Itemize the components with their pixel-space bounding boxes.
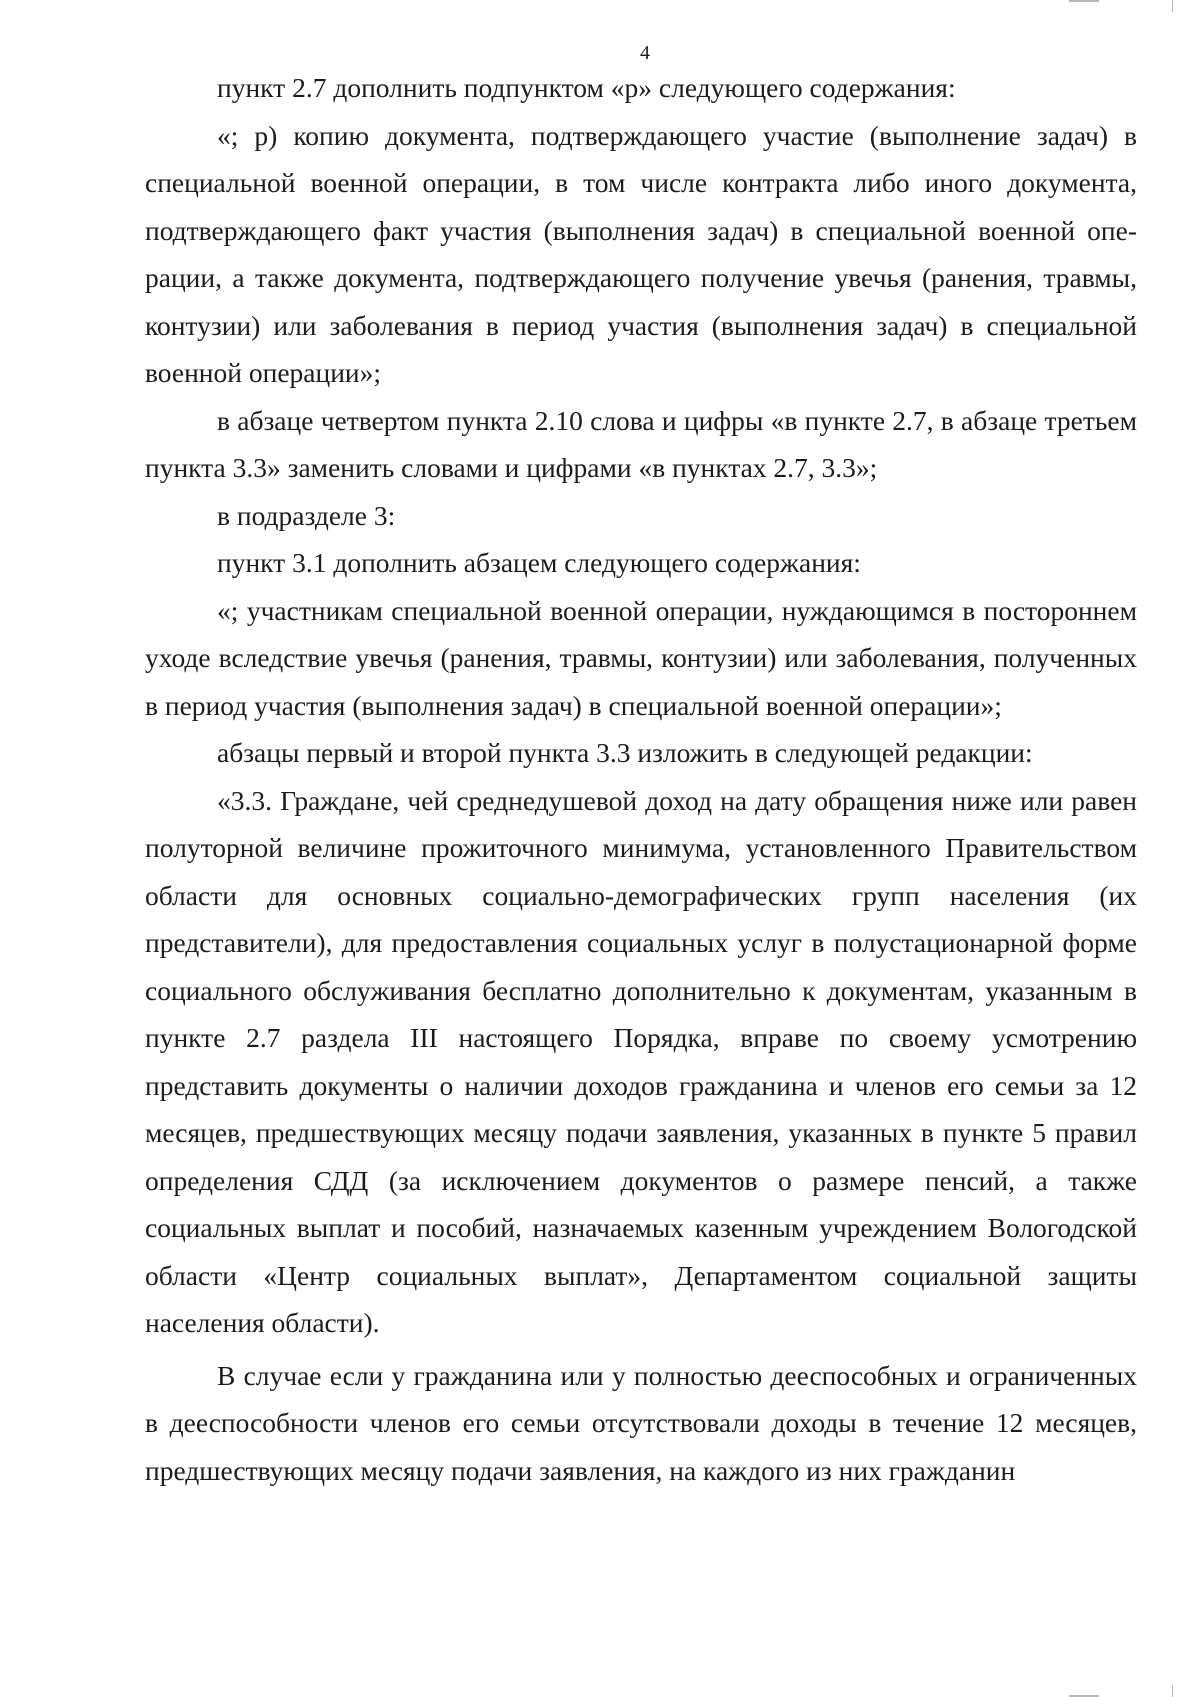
paragraph: «; участникам специальной военной операции, нуждающимся в постороннем уходе вследствие увечья (ранения, травмы, контузии) или заболевания, полученных в период участия (выполнения задач) в специальной военной операции»; [145, 594, 1137, 721]
paragraph: в подразделе 3: [217, 499, 396, 531]
page-number: 4 [640, 42, 650, 64]
paragraph: «; р) копию документа, подтверждающего участие (выполнение задач) в специальной военной операции, в том числе контракта либо иного документа, подтверждающего факт участия (выполнения задач) в специальной военной операции, а также документа, подтверждающего получение увечья (ранения, травмы, контузии) или заболевания в период участия (выполнения задач) в специальной военной операции»; [145, 119, 1137, 388]
scan-edge-mark [1069, 0, 1099, 2]
paragraph: абзацы первый и второй пункта 3.3 изложить в следующей редакции: [217, 737, 1033, 768]
paragraph: пункт 2.7 дополнить подпунктом «р» следующего содержания: [217, 72, 956, 103]
paragraph: в абзаце четвертом пункта 2.10 слова и цифры «в пункте 2.7, в абзаце третьем пункта 3.3» заменить словами и цифрами «в пунктах 2.7, 3.3»; [145, 404, 1137, 483]
scan-edge-mark [1172, 1685, 1173, 1697]
paragraph: пункт 3.1 дополнить абзацем следующего содержания: [217, 547, 861, 578]
scan-edge-mark [1172, 0, 1173, 12]
document-body [145, 64, 1137, 1494]
paragraph: В случае если у гражданина или у полностью дееспособных и ограниченных в дееспособности членов его семьи отсутствовали доходы в течение 12 месяцев, предшествующих месяцу подачи заявления, на каждого из них гражданин [145, 1359, 1137, 1486]
paragraph: «3.3. Граждане, чей среднедушевой доход на дату обращения ниже или равен полуторной величине прожиточного минимума, установленного Правительством области для основных социально-демографических групп населения (их представители), для предоставления социальных услуг в полустационарной форме социального обслуживания бесплатно дополнительно к документам, указанным в пункте 2.7 раздела III настоящего Порядка, вправе по своему усмотрению представить документы о наличии доходов гражданина и членов его семьи за 12 месяцев, предшествующих месяцу подачи заявления, указанных в пункте 5 правил определения СДД (за исключением документов о размере пенсий, а также социальных выплат и пособий, назначаемых казенным учреждением Вологодской области «Центр социальных выплат», Департаментом социальной защиты населения области). [145, 784, 1137, 1338]
